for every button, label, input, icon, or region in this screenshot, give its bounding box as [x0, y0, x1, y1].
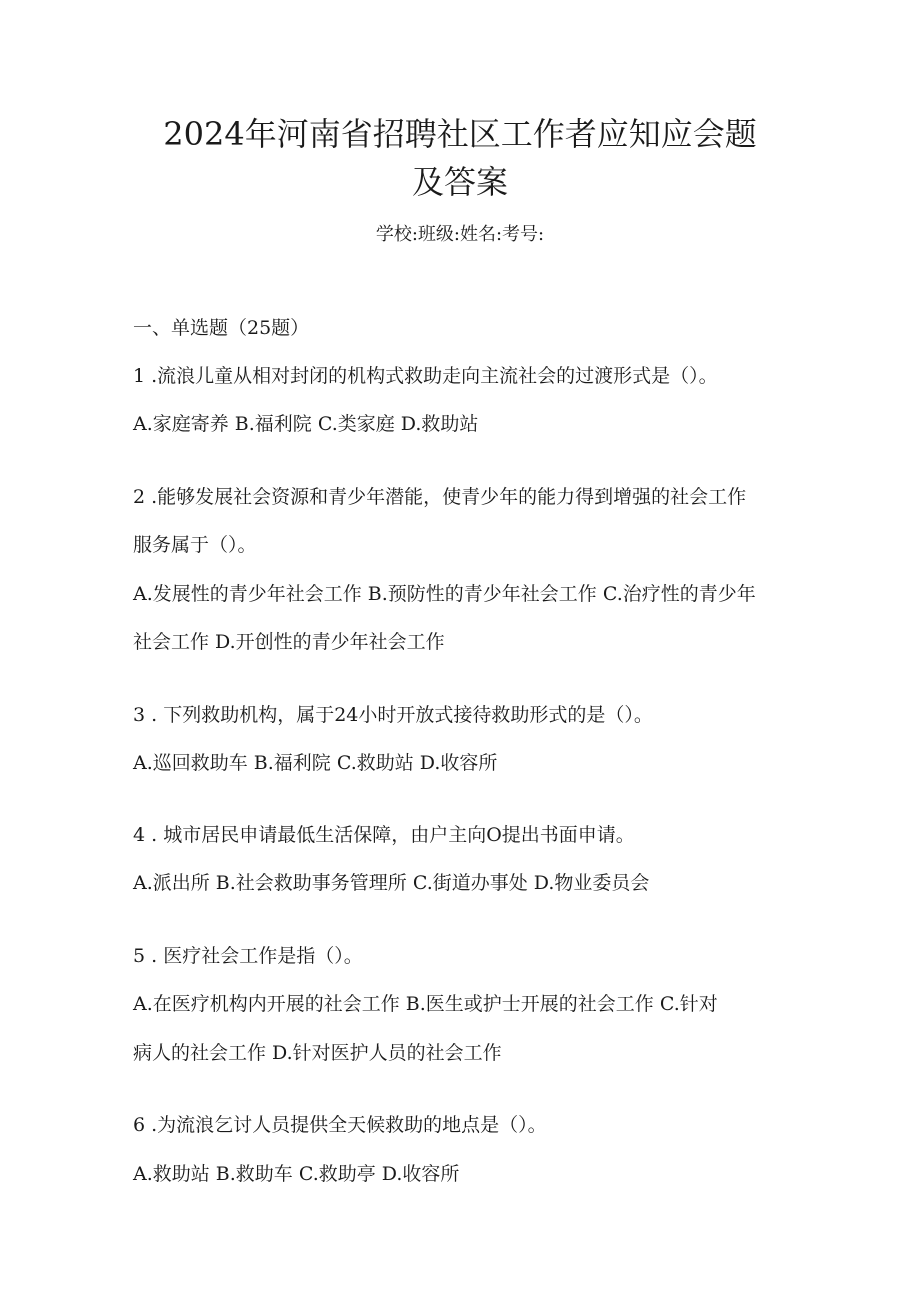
- question-2-stem-cont: 服务属于（）。: [133, 534, 257, 556]
- question-5-options-cont: 病人的社会工作 D.针对医护人员的社会工作: [133, 1042, 502, 1064]
- student-info-line: 学校:班级:姓名:考号:: [375, 224, 545, 245]
- question-5-stem: 5 . 医疗社会工作是指（）。: [133, 945, 363, 967]
- question-2-options: A.发展性的青少年社会工作 B.预防性的青少年社会工作 C.治疗性的青少年: [133, 583, 756, 605]
- question-6-stem: 6 .为流浪乞讨人员提供全天候救助的地点是（）。: [133, 1114, 547, 1136]
- question-1-stem: 1 .流浪儿童从相对封闭的机构式救助走向主流社会的过渡形式是（）。: [133, 365, 718, 387]
- question-4-stem: 4 . 城市居民申请最低生活保障，由户主向O提出书面申请。: [133, 824, 635, 846]
- question-5-options: A.在医疗机构内开展的社会工作 B.医生或护士开展的社会工作 C.针对: [133, 993, 718, 1015]
- question-2-stem: 2 .能够发展社会资源和青少年潜能，使青少年的能力得到增强的社会工作: [133, 486, 747, 508]
- document-title-line-1: 2024年河南省招聘社区工作者应知应会题: [163, 115, 757, 153]
- question-2-options-cont: 社会工作 D.开创性的青少年社会工作: [133, 631, 445, 653]
- question-1-options: A.家庭寄养 B.福利院 C.类家庭 D.救助站: [133, 413, 479, 435]
- question-4-options: A.派出所 B.社会救助事务管理所 C.街道办事处 D.物业委员会: [133, 872, 650, 894]
- section-heading: 一、单选题（25题）: [133, 317, 310, 339]
- document-title-line-2: 及答案: [411, 163, 508, 201]
- question-3-options: A.巡回救助车 B.福利院 C.救助站 D.收容所: [133, 752, 498, 774]
- question-3-stem: 3 . 下列救助机构，属于24小时开放式接待救助形式的是（）。: [133, 704, 653, 726]
- question-6-options: A.救助站 B.救助车 C.救助亭 D.收容所: [133, 1163, 460, 1185]
